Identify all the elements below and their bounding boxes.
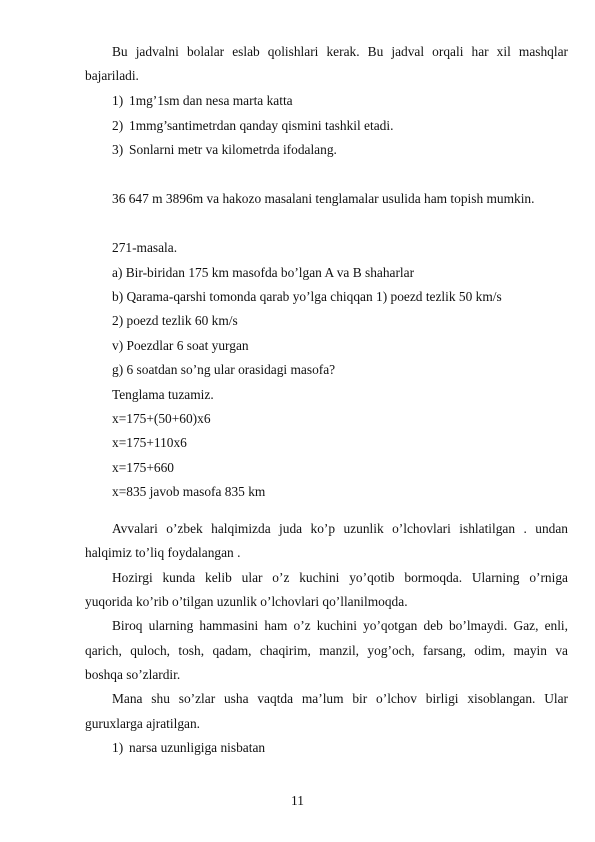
problem-line: Tenglama tuzamiz.	[112, 387, 214, 402]
list-item	[112, 740, 265, 756]
problem-line: v) Poezdlar 6 soat yurgan	[112, 338, 249, 353]
list-item	[112, 118, 393, 134]
list-number: 3)	[112, 142, 124, 157]
paragraph-line: 36 647 m 3896m va hakozo masalani tenglamalar usulida ham topish mumkin.	[112, 191, 535, 206]
equation-line: x=175+(50+60)x6	[112, 411, 211, 426]
list-text: 1mmg’santimetrdan qanday qismini tashkil etadi.	[129, 118, 394, 133]
paragraph-line: Hozirgi kunda kelib ular o’z kuchini yo’qotib bormoqda. Ularning o’rniga	[112, 570, 568, 585]
equation-line: x=835 javob masofa 835 km	[112, 484, 266, 499]
equation-line: x=175+660	[112, 460, 174, 475]
problem-title: 271-masala.	[112, 240, 178, 255]
problem-line: g) 6 soatdan so’ng ular orasidagi masofa?	[112, 362, 336, 377]
paragraph-line: bajariladi.	[85, 68, 139, 83]
paragraph-line: Bu jadvalni bolalar eslab qolishlari kerak. Bu jadval orqali har xil mashqlar	[112, 44, 568, 59]
list-text: 1mg’1sm dan nesa marta katta	[129, 93, 293, 108]
paragraph-line: halqimiz to’liq foydalangan .	[85, 545, 241, 560]
list-item	[112, 142, 337, 158]
page-number: 11	[291, 793, 304, 808]
equation-line: x=175+110x6	[112, 435, 187, 450]
list-text: Sonlarni metr va kilometrda ifodalang.	[129, 142, 337, 157]
problem-line: a) Bir-biridan 175 km masofda bo’lgan A va B shaharlar	[112, 265, 415, 280]
paragraph-line: Mana shu so’zlar usha vaqtda ma’lum bir o’lchov birligi xisoblangan. Ular	[112, 691, 568, 706]
paragraph-line: Biroq ularning hammasini ham o’z kuchini yo’qotgan deb bo’lmaydi. Gaz, enli,	[112, 618, 568, 633]
list-text: narsa uzunligiga nisbatan	[129, 740, 266, 755]
paragraph-line: guruxlarga ajratilgan.	[85, 716, 201, 731]
problem-line: 2) poezd tezlik 60 km/s	[112, 313, 238, 328]
list-number: 2)	[112, 118, 124, 133]
paragraph-line: qarich, quloch, tosh, qadam, chaqirim, manzil, yog’och, farsang, odim, mayin va	[85, 643, 568, 658]
list-number: 1)	[112, 740, 124, 755]
paragraph-line: boshqa so’zlardir.	[85, 667, 181, 682]
paragraph-line: yuqorida ko’rib o’tilgan uzunlik o’lchovlari qo’llanilmoqda.	[85, 594, 408, 609]
paragraph-line: Avvalari o’zbek halqimizda juda ko’p uzunlik o’lchovlari ishlatilgan . undan	[112, 521, 568, 536]
list-number: 1)	[112, 93, 124, 108]
problem-line: b) Qarama-qarshi tomonda qarab yo’lga chiqqan 1) poezd tezlik 50 km/s	[112, 289, 502, 304]
list-item	[112, 93, 293, 109]
